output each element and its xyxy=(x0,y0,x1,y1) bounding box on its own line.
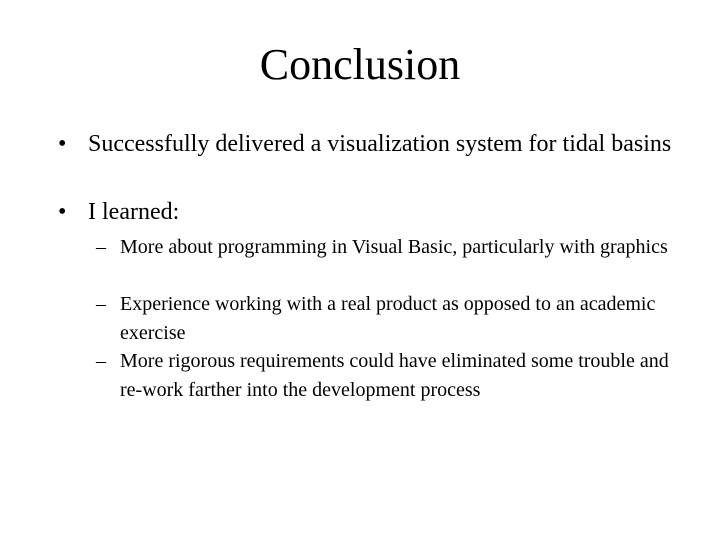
sub-bullet-text: Experience working with a real product as opposed to an academic exercise xyxy=(120,293,656,344)
sub-bullet-item xyxy=(96,290,680,348)
sub-bullet-symbol: – xyxy=(96,236,106,258)
bullet-text: Successfully delivered a visualization system for tidal basins xyxy=(88,131,672,157)
bullet-symbol: • xyxy=(58,131,67,157)
sub-bullet-text: More about programming in Visual Basic, particularly with graphics xyxy=(120,236,668,258)
sub-bullet-item xyxy=(96,233,680,262)
bullet-item xyxy=(58,130,678,159)
sub-bullet-symbol: – xyxy=(96,350,106,372)
slide-title: Conclusion xyxy=(259,40,461,89)
bullet-text: I learned: xyxy=(88,199,180,225)
bullet-item xyxy=(58,198,678,227)
sub-bullet-symbol: – xyxy=(96,293,106,315)
bullet-symbol: • xyxy=(58,199,67,225)
sub-bullet-text: More rigorous requirements could have eliminated some trouble and re-work farther into the development process xyxy=(120,350,669,401)
sub-bullet-item xyxy=(96,347,680,405)
